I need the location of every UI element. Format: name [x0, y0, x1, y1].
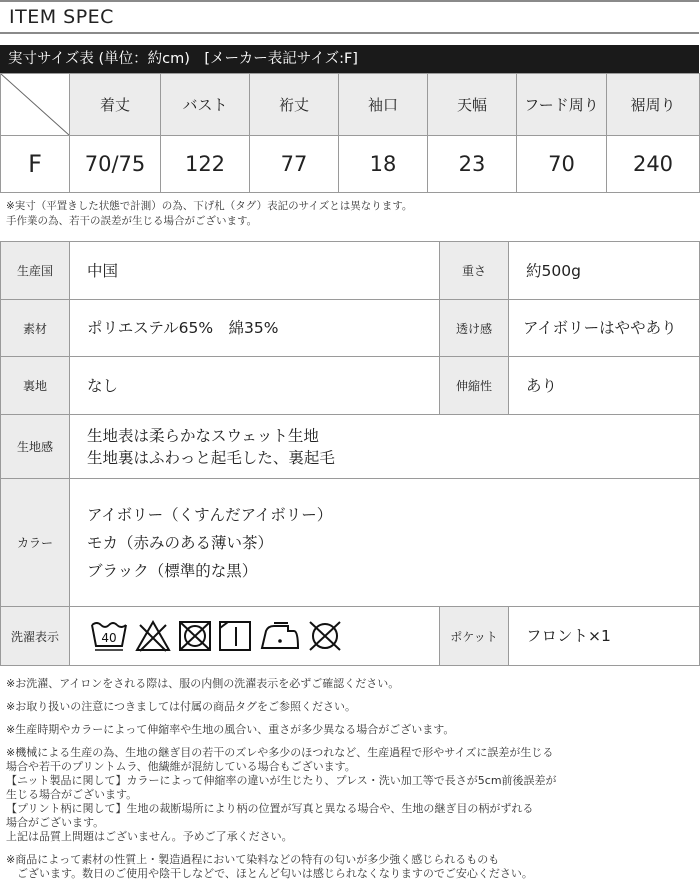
- color-item: ブラック（標準的な黒）: [87, 561, 258, 580]
- color-value: [70, 479, 700, 607]
- note-line: ※機械による生産の為、生地の継ぎ目の若干のズレや多少のほつれなど、生産過程で形やサイズに誤差が生じる: [6, 746, 554, 759]
- note-line: 場合がございます。: [6, 816, 105, 829]
- weight-value: 約500g: [509, 242, 700, 300]
- size-table-header-row: [1, 74, 700, 136]
- note-line: ※商品によって素材の性質上・製造過程において染料などの特有の匂いが多少強く感じられるものも: [6, 853, 500, 866]
- note-line: 場合や若干のプリントムラ、他繊維が混紡している場合もございます。: [6, 760, 356, 773]
- size-note-line: 手作業の為、若干の誤差が生じる場合がございます。: [6, 215, 258, 227]
- no-bleach-icon: [134, 619, 172, 653]
- size-col-header: フード周り: [517, 74, 607, 136]
- sheer-label: 透け感: [440, 300, 509, 357]
- size-notes: [6, 199, 412, 229]
- wash-label: 洗濯表示: [1, 607, 70, 666]
- pocket-value: フロント×1: [509, 607, 700, 666]
- note-line: ※お洗濯、アイロンをされる際は、服の内側の洗濯表示を必ずご確認ください。: [6, 677, 400, 690]
- size-value: 240: [607, 136, 700, 193]
- size-table-row: [1, 136, 700, 193]
- item-row-origin: [1, 242, 700, 300]
- note-line: ※お取り扱いの注意につきましては付属の商品タグをご参照ください。: [6, 700, 356, 713]
- size-value: 70/75: [70, 136, 161, 193]
- spec-header: [0, 0, 699, 34]
- notes-block: [6, 677, 696, 881]
- note-line: 生じる場合がございます。: [6, 788, 138, 801]
- note-line: 【ニット製品に関して】カラーによって伸縮率の違いが生じたり、プレス・洗い加工等で長さが5cm前後誤差が: [6, 774, 557, 787]
- size-col-header: 天幅: [428, 74, 517, 136]
- feel-line: 生地表は柔らかなスウェット生地: [87, 426, 319, 445]
- size-label: F: [1, 136, 70, 193]
- line-dry-icon: [218, 619, 252, 653]
- size-value: 23: [428, 136, 517, 193]
- item-table: [0, 241, 700, 666]
- size-col-header: 裾周り: [607, 74, 700, 136]
- size-col-header: 袖口: [339, 74, 428, 136]
- item-row-wash: [1, 607, 700, 666]
- color-item: アイボリー（くすんだアイボリー）: [87, 505, 333, 524]
- iron-low-icon: [258, 619, 300, 653]
- weight-label: 重さ: [440, 242, 509, 300]
- item-row-feel: [1, 415, 700, 479]
- feel-value: [70, 415, 700, 479]
- pocket-label: ポケット: [440, 607, 509, 666]
- size-table: [0, 73, 700, 193]
- lining-value: なし: [70, 357, 440, 415]
- item-row-material: [1, 300, 700, 357]
- size-value: 77: [250, 136, 339, 193]
- color-item: モカ（赤みのある薄い茶）: [87, 533, 274, 552]
- no-dry-clean-icon: [306, 619, 344, 653]
- note-line: ございます。数日のご使用や陰干しなどで、ほとんど匂いは感じられなくなりますのでご安心ください。: [6, 867, 533, 880]
- wash-value: [70, 607, 440, 666]
- size-value: 122: [161, 136, 250, 193]
- wash-temp-text: 40: [101, 631, 117, 645]
- size-table-corner: [1, 74, 70, 136]
- size-col-header: 着丈: [70, 74, 161, 136]
- lining-label: 裏地: [1, 357, 70, 415]
- size-value: 70: [517, 136, 607, 193]
- size-table-caption: 実寸サイズ表 (単位：約cm) [メーカー表記サイズ:F]: [0, 45, 699, 73]
- sheer-value: アイボリーはややあり: [509, 300, 700, 357]
- material-label: 素材: [1, 300, 70, 357]
- item-row-lining: [1, 357, 700, 415]
- note-line: ※生産時期やカラーによって伸縮率や生地の風合い、重さが多少異なる場合がございます。: [6, 723, 455, 736]
- material-value: ポリエステル65% 綿35%: [70, 300, 440, 357]
- feel-line: 生地裏はふわっと起毛した、裏起毛: [87, 448, 335, 467]
- size-value: 18: [339, 136, 428, 193]
- color-label: カラー: [1, 479, 70, 607]
- item-row-color: [1, 479, 700, 607]
- stretch-value: あり: [509, 357, 700, 415]
- note-line: 上記は品質上問題はございません。予めご了承ください。: [6, 830, 293, 843]
- wash-tub-icon: [90, 619, 128, 653]
- size-col-header: バスト: [161, 74, 250, 136]
- diagonal-line-icon: [1, 74, 69, 135]
- spec-title: ITEM SPEC: [9, 6, 114, 28]
- size-note-line: ※実寸（平置きした状態で計測）の為、下げ札（タグ）表記のサイズとは異なります。: [6, 200, 413, 212]
- feel-label: 生地感: [1, 415, 70, 479]
- no-tumble-dry-icon: [178, 619, 212, 653]
- origin-value: 中国: [70, 242, 440, 300]
- origin-label: 生産国: [1, 242, 70, 300]
- care-icons: [88, 619, 439, 653]
- note-line: 【プリント柄に関して】生地の裁断場所により柄の位置が写真と異なる場合や、生地の継ぎ目の柄がずれる: [6, 802, 534, 815]
- size-col-header: 裄丈: [250, 74, 339, 136]
- stretch-label: 伸縮性: [440, 357, 509, 415]
